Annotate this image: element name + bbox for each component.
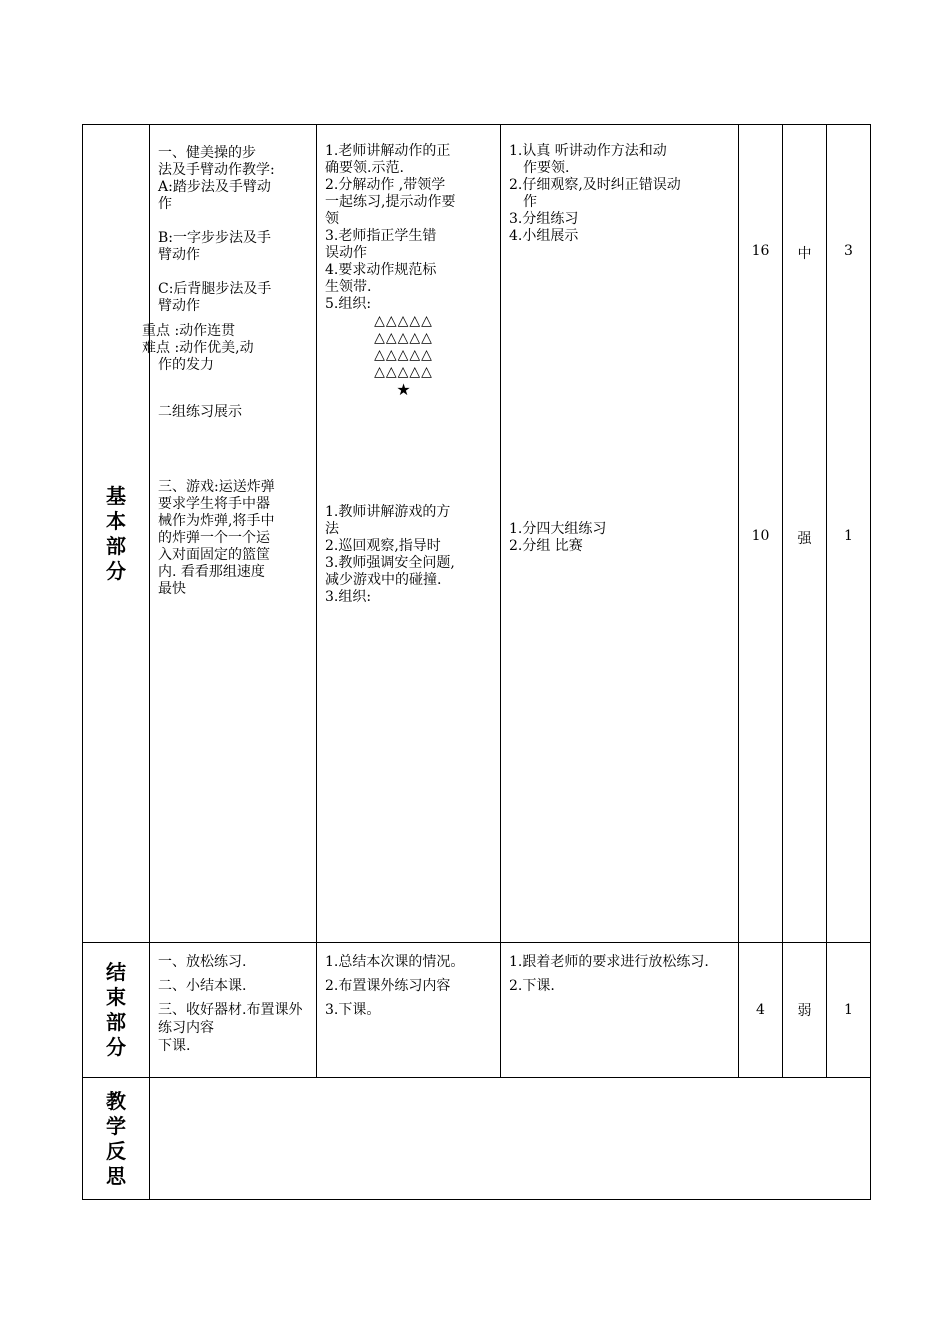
reflection-section-cell bbox=[83, 1078, 150, 1200]
minutes-value: 4 bbox=[756, 1002, 765, 1018]
minutes-value: 16 bbox=[751, 243, 770, 259]
ending-content-cell bbox=[150, 943, 317, 1078]
teacher-line: 4.要求动作规范标 bbox=[325, 262, 437, 278]
basic-part-row bbox=[83, 125, 871, 943]
content-line: 法及手臂动作教学: bbox=[158, 162, 275, 178]
basic-teacher-cell bbox=[317, 125, 501, 943]
formation-row: △△△△△ bbox=[374, 330, 433, 346]
content-line: 一、健美操的步 bbox=[158, 145, 256, 161]
student-line: 1.认真 听讲动作方法和动 bbox=[509, 143, 667, 159]
game-line: 械作为炸弹,将手中 bbox=[158, 513, 275, 529]
basic-content-cell bbox=[142, 125, 317, 943]
intensity-cell bbox=[783, 125, 827, 943]
part-two-title: 二组练习展示 bbox=[158, 404, 242, 420]
game-line: 三、游戏:运送炸弹 bbox=[158, 479, 275, 495]
game-line: 要求学生将手中器 bbox=[158, 496, 270, 512]
teacher-line: 3.下课。 bbox=[325, 1002, 381, 1018]
student-line: 作 bbox=[523, 194, 537, 210]
minutes-value: 10 bbox=[751, 528, 770, 544]
teacher-line: 2.分解动作 ,带领学 bbox=[325, 177, 446, 193]
reflection-content-cell[interactable] bbox=[150, 1078, 871, 1200]
teacher-line: 1.教师讲解游戏的方 bbox=[325, 504, 451, 520]
content-line: 三、收好器材.布置课外练习内容 bbox=[158, 1002, 303, 1036]
teacher-star-marker: ★ bbox=[396, 380, 411, 399]
intensity-value: 中 bbox=[797, 246, 812, 262]
teacher-line: 2.布置课外练习内容 bbox=[325, 978, 451, 994]
content-line: C:后背腿步法及手 bbox=[158, 281, 272, 297]
game-line: 入对面固定的篮筐 bbox=[158, 547, 270, 563]
ending-count-cell bbox=[827, 943, 871, 1078]
content-line: 作 bbox=[158, 196, 172, 212]
content-line: 作的发力 bbox=[158, 357, 214, 373]
count-value: 1 bbox=[844, 1002, 853, 1018]
teacher-line: 领 bbox=[325, 211, 339, 227]
ending-minutes-cell bbox=[739, 943, 783, 1078]
content-line: A:踏步法及手臂动 bbox=[158, 179, 271, 195]
teacher-line: 减少游戏中的碰撞. bbox=[325, 572, 442, 588]
game-line: 内. 看看那组速度 bbox=[158, 564, 265, 580]
ending-teacher-cell bbox=[317, 943, 501, 1078]
basic-student-cell bbox=[501, 125, 739, 943]
teacher-line: 确要领.示范. bbox=[325, 160, 404, 176]
student-line: 作要领. bbox=[523, 160, 570, 176]
teacher-line: 1.总结本次课的情况。 bbox=[325, 954, 465, 970]
content-line: 一、放松练习. bbox=[158, 954, 247, 970]
reflection-text bbox=[150, 1078, 870, 1102]
student-line: 2.分组 比赛 bbox=[509, 538, 583, 554]
reflection-section-label: 教学反思 bbox=[106, 1088, 126, 1188]
student-line: 2.仔细观察,及时纠正错误动 bbox=[509, 177, 681, 193]
content-line: 臂动作 bbox=[158, 298, 200, 314]
formation-row: △△△△△ bbox=[374, 313, 433, 329]
count-value: 3 bbox=[844, 243, 853, 259]
teacher-line: 3.老师指正学生错 bbox=[325, 228, 437, 244]
intensity-value: 强 bbox=[797, 531, 812, 547]
student-line: 1.跟着老师的要求进行放松练习. bbox=[509, 954, 709, 970]
game-line: 的炸弹一个一个运 bbox=[158, 530, 270, 546]
student-line: 4.小组展示 bbox=[509, 228, 579, 244]
content-line: 二、小结本课. bbox=[158, 978, 247, 994]
intensity-value: 弱 bbox=[797, 1003, 812, 1019]
ending-part-row bbox=[83, 943, 871, 1078]
formation-row: △△△△△ bbox=[374, 364, 433, 380]
formation-row: △△△△△ bbox=[374, 347, 433, 363]
teacher-line: 法 bbox=[325, 521, 339, 537]
formation-diagram bbox=[315, 313, 492, 398]
key-point: 重点 :动作连贯 bbox=[142, 323, 236, 339]
difficulty-point: 难点 :动作优美,动 bbox=[142, 340, 254, 356]
ending-section-label: 结束部分 bbox=[106, 960, 126, 1059]
ending-intensity-cell bbox=[783, 943, 827, 1078]
teacher-line: 3.教师强调安全问题, bbox=[325, 555, 455, 571]
content-line: 臂动作 bbox=[158, 247, 200, 263]
teacher-line: 5.组织: bbox=[325, 296, 372, 312]
teacher-line: 1.老师讲解动作的正 bbox=[325, 143, 451, 159]
teacher-line: 一起练习,提示动作要 bbox=[325, 194, 456, 210]
basic-section-cell bbox=[83, 125, 150, 943]
basic-section-label: 基本部分 bbox=[106, 483, 126, 583]
student-line: 3.分组练习 bbox=[509, 211, 579, 227]
minutes-cell bbox=[739, 125, 783, 943]
count-cell bbox=[827, 125, 871, 943]
reflection-row bbox=[83, 1078, 871, 1200]
teacher-line: 3.组织: bbox=[325, 589, 372, 605]
teacher-line: 误动作 bbox=[325, 245, 367, 261]
student-line: 1.分四大组练习 bbox=[509, 521, 607, 537]
game-line: 最快 bbox=[158, 581, 186, 597]
count-value: 1 bbox=[844, 528, 853, 544]
content-line: B:一字步步法及手 bbox=[158, 230, 272, 246]
student-line: 2.下课. bbox=[509, 978, 555, 994]
teacher-line: 2.巡回观察,指导时 bbox=[325, 538, 441, 554]
ending-student-cell bbox=[501, 943, 739, 1078]
teacher-line: 生领带. bbox=[325, 279, 372, 295]
ending-section-cell bbox=[83, 943, 150, 1078]
lesson-plan-table bbox=[82, 124, 871, 1200]
content-line: 下课. bbox=[158, 1038, 191, 1054]
